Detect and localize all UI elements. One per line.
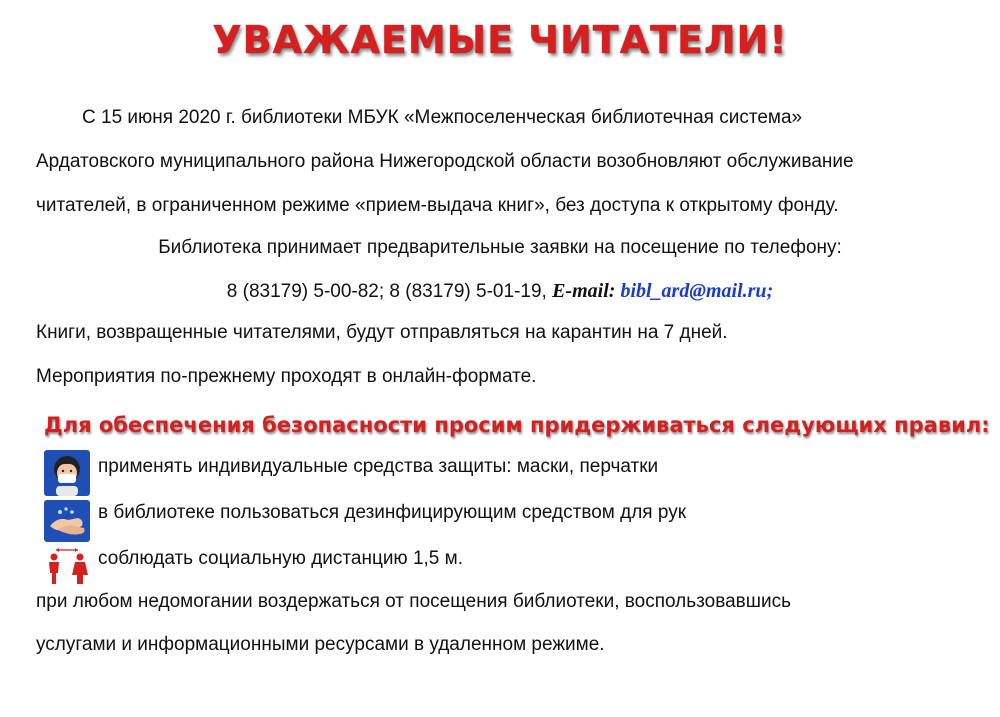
quarantine-notice: Книги, возвращенные читателями, будут отправляться на карантин на 7 дней. bbox=[36, 322, 728, 343]
email-trailing: ; bbox=[766, 280, 774, 302]
paragraph-line-3: читателей, в ограниченном режиме «прием-выдача книг», без доступа к открытому фонду. bbox=[36, 195, 839, 216]
rule-text-2: в библиотеке пользоваться дезинфицирующим средством для рук bbox=[98, 502, 687, 523]
social-distance-icon bbox=[44, 546, 90, 586]
closing-line-2: услугами и информационными ресурсами в удаленном режиме. bbox=[36, 634, 605, 655]
paragraph-line-1: С 15 июня 2020 г. библиотеки МБУК «Межпоселенческая библиотечная система» bbox=[82, 107, 803, 128]
phone-numbers: 8 (83179) 5-00-82; 8 (83179) 5-01-19, bbox=[226, 281, 553, 302]
mask-woman-icon bbox=[44, 450, 90, 496]
rule-text-1: применять индивидуальные средства защиты: маски, перчатки bbox=[98, 456, 659, 477]
page-title: УВАЖАЕМЫЕ ЧИТАТЕЛИ! bbox=[212, 18, 788, 62]
rule-text-3: соблюдать социальную дистанцию 1,5 м. bbox=[98, 548, 463, 569]
phone-intro: Библиотека принимает предварительные заявки на посещение по телефону: bbox=[158, 237, 842, 258]
contacts-line bbox=[0, 279, 1000, 304]
rules-heading: Для обеспечения безопасности просим придерживаться следующих правил: bbox=[44, 413, 990, 437]
hand-sanitizer-icon bbox=[44, 500, 90, 542]
paragraph-line-2: Ардатовского муниципального района Нижегородской области возобновляют обслуживание bbox=[36, 151, 854, 172]
events-notice: Мероприятия по-прежнему проходят в онлайн-формате. bbox=[36, 366, 537, 387]
email-address: bibl_ard@mail.ru bbox=[620, 280, 767, 302]
email-label: E-mail: bbox=[552, 280, 621, 302]
closing-line-1: при любом недомогании воздержаться от посещения библиотеки, воспользовавшись bbox=[36, 591, 792, 612]
